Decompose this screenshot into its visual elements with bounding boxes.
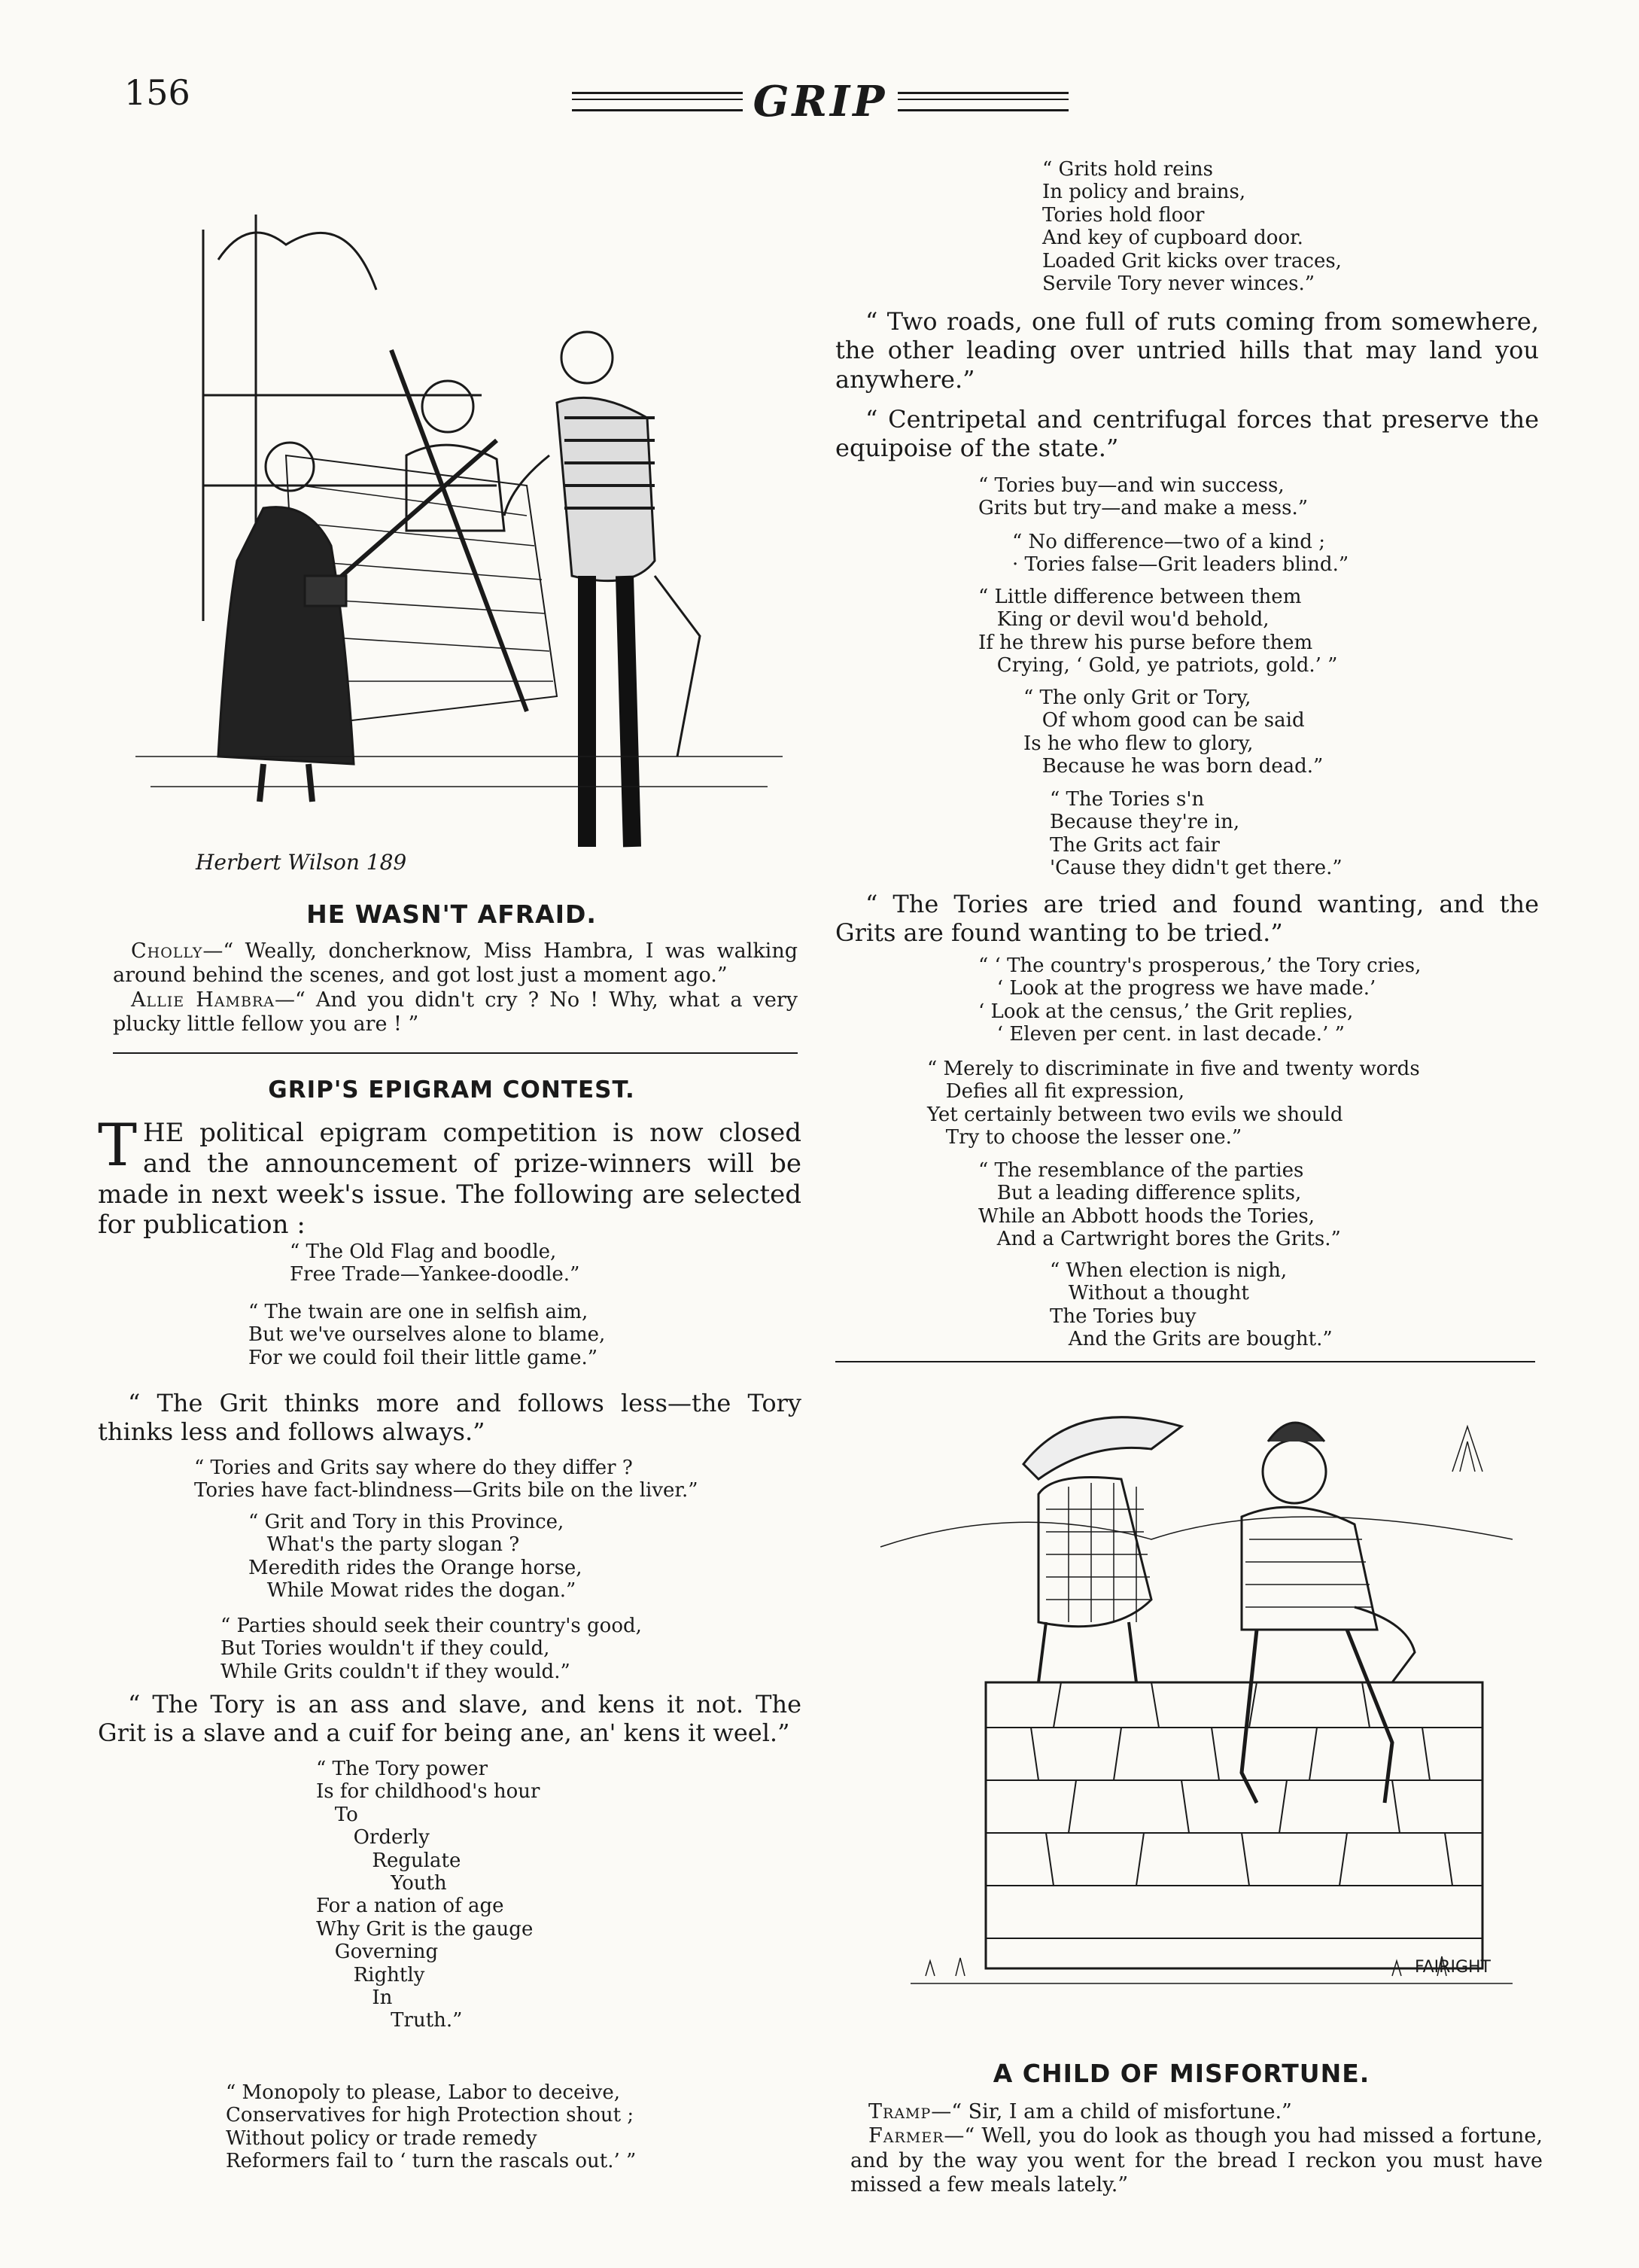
poem-line: Try to choose the lesser one.” xyxy=(927,1126,1242,1149)
poem-line: ‘ Eleven per cent. in last decade.’ ” xyxy=(978,1023,1345,1046)
poem-line: “ The resemblance of the parties xyxy=(978,1159,1304,1182)
epigram-15 xyxy=(978,586,1337,677)
poem-line: ‘ Look at the census,’ the Grit replies, xyxy=(978,1000,1354,1023)
epigram-10 xyxy=(1042,158,1342,295)
poem-line: Youth xyxy=(316,1872,447,1895)
epigram-16 xyxy=(1023,686,1323,778)
poem-line: “ Grit and Tory in this Province, xyxy=(248,1511,564,1533)
epigram-18: “ The Tories are tried and found wanting, and the Grits are found wanting to be tried.” xyxy=(835,890,1539,948)
poem-line: And the Grits are bought.” xyxy=(1050,1328,1333,1351)
cartoon-child-of-misfortune xyxy=(865,1381,1528,2059)
poem-line: While Mowat rides the dogan.” xyxy=(248,1579,576,1603)
poem-line: “ The Old Flag and boodle, xyxy=(290,1241,557,1263)
poem-line: “ The twain are one in selfish aim, xyxy=(248,1301,588,1323)
poem-line: “ When election is nigh, xyxy=(1050,1259,1288,1282)
caption-line-3 xyxy=(850,2100,1543,2124)
poem-line: Free Trade—Yankee-doodle.” xyxy=(290,1263,580,1286)
poem-line: And a Cartwright bores the Grits.” xyxy=(978,1228,1341,1251)
poem-line: In xyxy=(316,1986,393,2010)
poem-line: “ Grits hold reins xyxy=(1042,158,1213,181)
cartoon-illustration xyxy=(105,169,798,892)
poem-line: Without a thought xyxy=(1050,1282,1249,1305)
poem-line: Governing xyxy=(316,1941,439,1964)
poem-line: ‘ Look at the progress we have made.’ xyxy=(978,977,1376,1000)
poem-line: King or devil wou'd behold, xyxy=(978,608,1270,632)
poem-line: Tories hold floor xyxy=(1042,203,1205,227)
epigram-1 xyxy=(290,1241,579,1286)
epigram-6 xyxy=(220,1615,642,1683)
poem-line: For we could foil their little game.” xyxy=(248,1346,598,1369)
poem-line: Tories have fact-blindness—Grits bile on the liver.” xyxy=(194,1479,698,1502)
epigram-12: “ Centripetal and centrifugal forces that preserve the equipoise of the state.” xyxy=(835,405,1539,463)
poem-line: To xyxy=(316,1803,358,1826)
cartoon-signature-2: FAIRIGHT xyxy=(1415,1958,1491,1977)
epigram-9 xyxy=(226,2081,636,2173)
poem-line: · Tories false—Grit leaders blind.” xyxy=(1012,553,1349,577)
caption-text-2: —“ And you didn't cry ? No ! Why, what a very plucky little fellow you are ! ” xyxy=(113,988,798,1037)
poem-line: “ Merely to discriminate in five and twenty words xyxy=(927,1058,1420,1080)
cartoon-title-2: A CHILD OF MISFORTUNE. xyxy=(993,2059,1370,2088)
poem-line: Truth.” xyxy=(316,2009,463,2032)
speaker-allie: Allie Hambra xyxy=(131,988,275,1012)
poem-line: “ The Tory power xyxy=(316,1758,488,1780)
epigram-19 xyxy=(978,954,1421,1046)
poem-line: “ The only Grit or Tory, xyxy=(1023,686,1251,709)
poem-line: Loaded Grit kicks over traces, xyxy=(1042,249,1342,272)
cartoon-illustration-2 xyxy=(865,1381,1528,2059)
caption-text-1: —“ Weally, doncherknow, Miss Hambra, I was walking around behind the scenes, and got lost just a moment ago.” xyxy=(113,939,798,988)
caption-text-3: —“ Sir, I am a child of misfortune.” xyxy=(931,2100,1292,2123)
speaker-farmer: Farmer xyxy=(868,2124,944,2148)
poem-line: While Grits couldn't if they would.” xyxy=(220,1660,570,1683)
cartoon-caption xyxy=(113,939,798,1037)
poem-line: Servile Tory never winces.” xyxy=(1042,272,1315,296)
epigram-14 xyxy=(1012,531,1349,577)
epigram-11: “ Two roads, one full of ruts coming from somewhere, the other leading over untried hills that may land you anywhere.” xyxy=(835,307,1539,394)
epigram-3: “ The Grit thinks more and follows less—the Tory thinks less and follows always.” xyxy=(98,1389,801,1447)
masthead-rule-right xyxy=(898,92,1069,111)
poem-line: If he threw his purse before them xyxy=(978,631,1313,654)
poem-line: Crying, ‘ Gold, ye patriots, gold.’ ” xyxy=(978,654,1338,677)
epigram-17 xyxy=(1050,788,1343,880)
poem-line: 'Cause they didn't get there.” xyxy=(1050,857,1343,880)
caption-line-1 xyxy=(113,939,798,988)
masthead xyxy=(572,75,1069,128)
divider-left xyxy=(113,1052,798,1054)
poem-line: “ Tories and Grits say where do they differ ? xyxy=(194,1457,633,1479)
poem-line: Regulate xyxy=(316,1849,461,1872)
poem-line: For a nation of age xyxy=(316,1895,504,1918)
poem-line: “ Little difference between them xyxy=(978,586,1302,608)
epigram-20 xyxy=(927,1058,1420,1149)
poem-line: Meredith rides the Orange horse, xyxy=(248,1556,582,1579)
poem-line: Is he who flew to glory, xyxy=(1023,732,1254,755)
speaker-cholly: Cholly xyxy=(131,939,203,963)
divider-right xyxy=(835,1361,1535,1362)
epigram-5 xyxy=(248,1511,582,1603)
poem-line: “ Parties should seek their country's good, xyxy=(220,1615,642,1637)
caption-line-2 xyxy=(113,988,798,1037)
poem-line: But a leading difference splits, xyxy=(978,1182,1302,1205)
cartoon-he-wasnt-afraid xyxy=(105,169,798,892)
poem-line: What's the party slogan ? xyxy=(248,1533,520,1557)
poem-line: “ Tories buy—and win success, xyxy=(978,474,1285,497)
epigram-22 xyxy=(1050,1259,1333,1351)
speaker-tramp: Tramp xyxy=(868,2100,932,2123)
poem-line: Orderly xyxy=(316,1826,430,1849)
caption-text-4: —“ Well, you do look as though you had missed a fortune, and by the way you went for the bread I reckon you must have missed a few meals lately.” xyxy=(850,2124,1543,2197)
epigram-7: “ The Tory is an ass and slave, and kens it not. The Grit is a slave and a cuif for being ane, an' kens it weel.” xyxy=(98,1690,801,1748)
contest-intro-text: HE political epigram competition is now closed and the announcement of prize-winners will be made in next week's issue. The following are selected for publication : xyxy=(98,1118,801,1241)
poem-line: Grits but try—and make a mess.” xyxy=(978,497,1309,520)
epigram-13 xyxy=(978,474,1308,520)
poem-line: Is for childhood's hour xyxy=(316,1780,540,1804)
poem-line: But we've ourselves alone to blame, xyxy=(248,1323,606,1347)
contest-title: GRIP'S EPIGRAM CONTEST. xyxy=(268,1076,635,1104)
poem-line: Of whom good can be said xyxy=(1023,709,1305,732)
masthead-rule-left xyxy=(572,92,743,111)
cartoon-caption-2 xyxy=(850,2100,1543,2198)
poem-line: While an Abbott hoods the Tories, xyxy=(978,1204,1315,1228)
poem-line: The Grits act fair xyxy=(1050,833,1220,857)
cartoon-signature: Herbert Wilson 189 xyxy=(196,850,407,875)
poem-line: But Tories wouldn't if they could, xyxy=(220,1637,550,1661)
poem-line: “ ‘ The country's prosperous,’ the Tory cries, xyxy=(978,954,1422,977)
poem-line: Because they're in, xyxy=(1050,811,1240,834)
poem-line: “ No difference—two of a kind ; xyxy=(1012,531,1325,553)
masthead-title: GRIP xyxy=(753,77,888,126)
epigram-21 xyxy=(978,1159,1341,1251)
epigram-8 xyxy=(316,1758,540,2032)
poem-line: Reformers fail to ‘ turn the rascals out.’ ” xyxy=(226,2150,637,2173)
contest-intro xyxy=(98,1112,801,1241)
poem-line: The Tories buy xyxy=(1050,1304,1197,1328)
poem-line: Defies all fit expression, xyxy=(927,1080,1184,1104)
epigram-2 xyxy=(248,1301,605,1369)
poem-line: Yet certainly between two evils we should xyxy=(927,1103,1343,1126)
epigram-4 xyxy=(194,1457,698,1502)
poem-line: Because he was born dead.” xyxy=(1023,755,1324,778)
poem-line: Why Grit is the gauge xyxy=(316,1917,534,1941)
caption-line-4 xyxy=(850,2124,1543,2197)
page-number: 156 xyxy=(124,72,190,113)
poem-line: Without policy or trade remedy xyxy=(226,2126,537,2150)
poem-line: “ Monopoly to please, Labor to deceive, xyxy=(226,2081,621,2104)
drop-cap: T xyxy=(98,1112,138,1180)
poem-line: “ The Tories s'n xyxy=(1050,788,1205,811)
poem-line: In policy and brains, xyxy=(1042,181,1246,204)
cartoon-title: HE WASN'T AFRAID. xyxy=(306,900,597,929)
poem-line: And key of cupboard door. xyxy=(1042,227,1303,250)
poem-line: Rightly xyxy=(316,1963,425,1986)
poem-line: Conservatives for high Protection shout ; xyxy=(226,2104,634,2127)
